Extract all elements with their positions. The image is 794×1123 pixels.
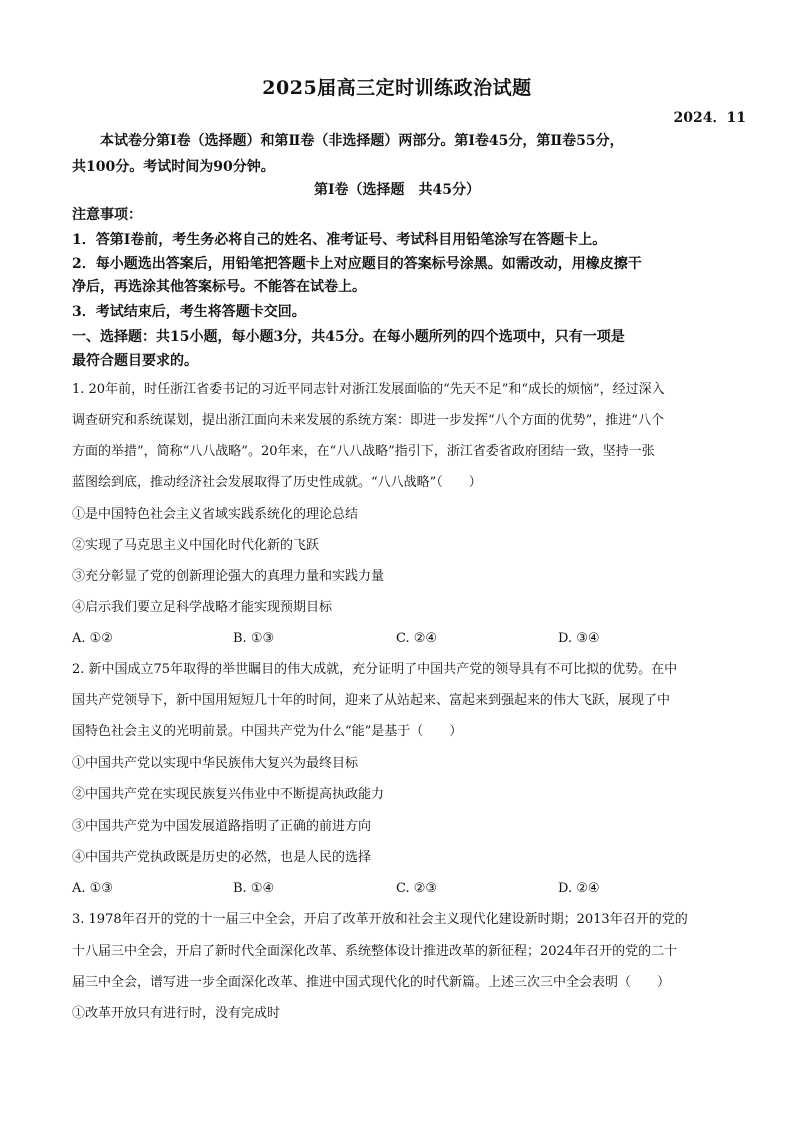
notice-2: 2．每小题选出答案后，用铅笔把答题卡上对应题目的答案标号涂黑。如需改动，用橡皮擦干 bbox=[72, 256, 642, 272]
q1-stem-1: 1. 20年前，时任浙江省委书记的习近平同志针对浙江发展面临的“先天不足”和“成长的烦恼”，经过深入 bbox=[72, 382, 665, 397]
part-heading-2: 最符合题目要求的。 bbox=[72, 353, 198, 369]
section-title: 第Ⅰ卷（选择题 共45分） bbox=[313, 182, 481, 198]
q3-item-1: ①改革开放只有进行时，没有完成时 bbox=[72, 1006, 281, 1021]
intro-line-1: 本试卷分第Ⅰ卷（选择题）和第Ⅱ卷（非选择题）两部分。第Ⅰ卷45分，第Ⅱ卷55分， bbox=[72, 133, 624, 149]
q2-stem-1: 2. 新中国成立75年取得的举世瞩目的伟大成就，充分证明了中国共产党的领导具有不可比拟的优势。在中 bbox=[72, 662, 678, 677]
q2-item-3: ③中国共产党为中国发展道路指明了正确的前进方向 bbox=[72, 819, 372, 834]
q2-option-b: B. ①④ bbox=[233, 881, 275, 896]
q1-item-2: ②实现了马克思主义中国化时代化新的飞跃 bbox=[72, 538, 320, 553]
q2-option-a: A. ①③ bbox=[72, 881, 113, 896]
q2-item-4: ④中国共产党执政既是历史的必然，也是人民的选择 bbox=[72, 850, 372, 865]
notice-2-cont: 净后，再选涂其他答案标号。不能答在试卷上。 bbox=[72, 279, 366, 295]
q1-stem-4: 蓝图绘到底，推动经济社会发展取得了历史性成就。“八八战略”（ ） bbox=[72, 475, 482, 490]
notice-1: 1．答第Ⅰ卷前，考生务必将自己的姓名、准考证号、考试科目用铅笔涂写在答题卡上。 bbox=[72, 232, 607, 248]
part-heading-1: 一、选择题：共15小题，每小题3分，共45分。在每小题所列的四个选项中，只有一项是 bbox=[72, 329, 625, 345]
q2-option-d: D. ②④ bbox=[558, 881, 600, 896]
q3-stem-2: 十八届三中全会，开启了新时代全面深化改革、系统整体设计推进改革的新征程；2024年召开的党的二十 bbox=[72, 944, 678, 959]
q1-item-1: ①是中国特色社会主义省域实践系统化的理论总结 bbox=[72, 507, 359, 522]
q1-stem-3: 方面的举措”，简称“八八战略”。20年来，在“八八战略”指引下，浙江省委省政府团结一致，坚持一张 bbox=[72, 444, 655, 459]
q1-item-4: ④启示我们要立足科学战略才能实现预期目标 bbox=[72, 600, 333, 615]
q2-option-c: C. ②③ bbox=[396, 881, 438, 896]
exam-date: 2024．11 bbox=[673, 110, 746, 126]
q1-stem-2: 调查研究和系统谋划，提出浙江面向未来发展的系统方案：即进一步发挥“八个方面的优势”，推进“八个 bbox=[72, 413, 664, 428]
notice-3: 3．考试结束后，考生将答题卡交回。 bbox=[72, 304, 306, 320]
q1-item-3: ③充分彰显了党的创新理论强大的真理力量和实践力量 bbox=[72, 569, 385, 584]
notice-heading: 注意事项： bbox=[72, 207, 142, 223]
page-title: 2025届高三定时训练政治试题 bbox=[262, 77, 532, 99]
q1-option-d: D. ③④ bbox=[558, 631, 600, 646]
q2-stem-3: 国特色社会主义的光明前景。中国共产党为什么“能”是基于（ ） bbox=[72, 724, 463, 739]
q3-stem-1: 3. 1978年召开的党的十一届三中全会，开启了改革开放和社会主义现代化建设新时期；2013年召开的党的 bbox=[72, 912, 688, 927]
q1-option-b: B. ①③ bbox=[233, 631, 275, 646]
q2-stem-2: 国共产党领导下，新中国用短短几十年的时间，迎来了从站起来、富起来到强起来的伟大飞跃，展现了中 bbox=[72, 693, 671, 708]
q3-stem-3: 届三中全会，谱写进一步全面深化改革、推进中国式现代化的时代新篇。上述三次三中全会表明（ ） bbox=[72, 975, 671, 990]
q2-item-1: ①中国共产党以实现中华民族伟大复兴为最终目标 bbox=[72, 756, 359, 771]
intro-line-2: 共100分。考试时间为90分钟。 bbox=[72, 159, 275, 175]
q1-option-a: A. ①② bbox=[72, 631, 113, 646]
q2-item-2: ②中国共产党在实现民族复兴伟业中不断提高执政能力 bbox=[72, 787, 385, 802]
q1-option-c: C. ②④ bbox=[396, 631, 438, 646]
